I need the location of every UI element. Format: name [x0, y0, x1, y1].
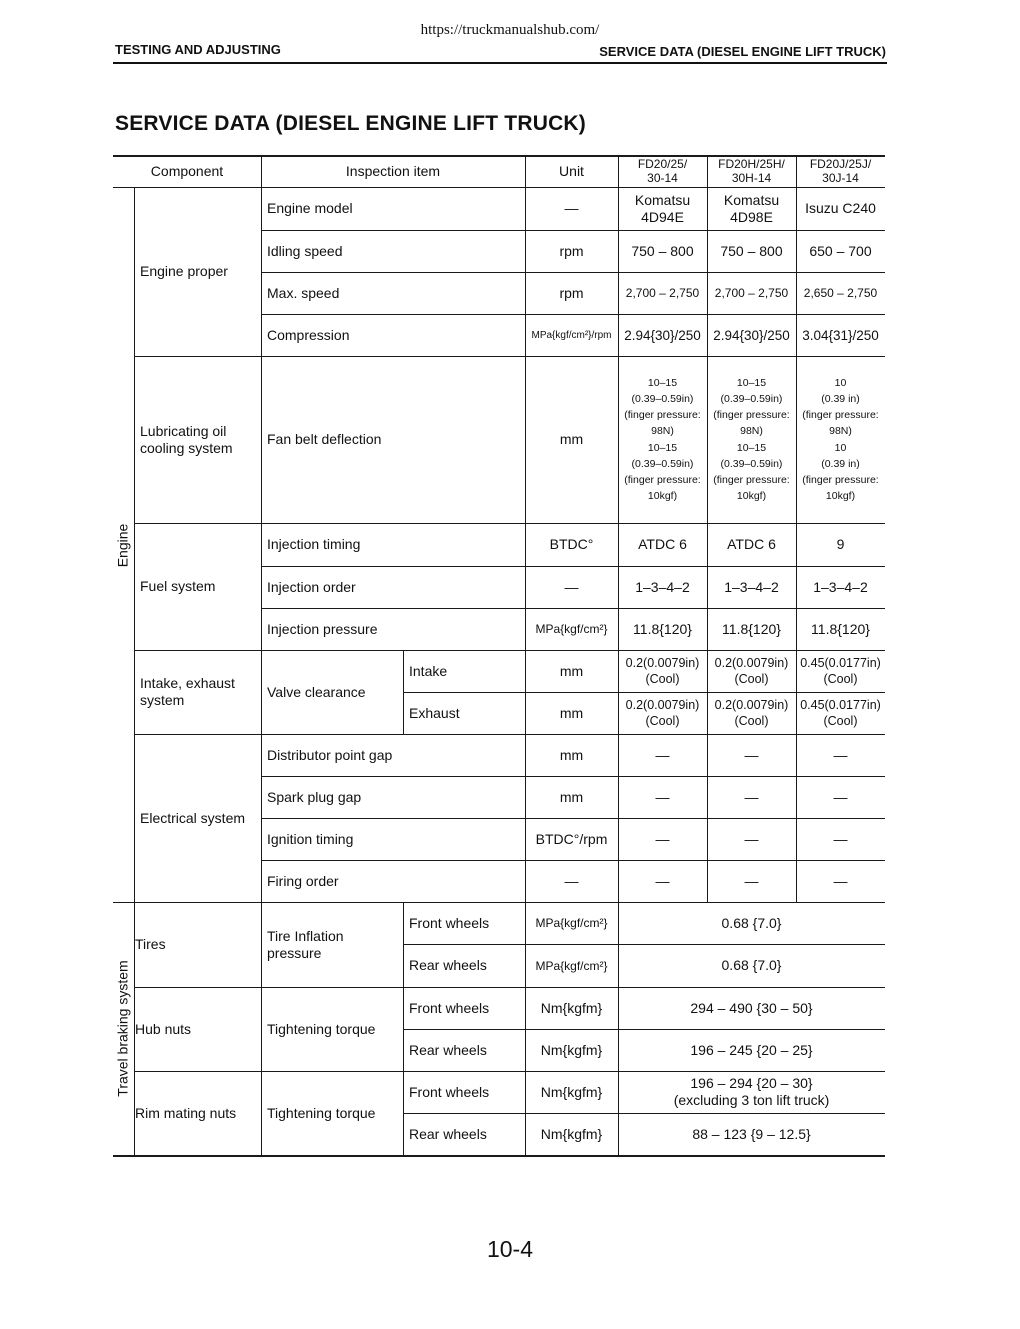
header-model-fd30j-14: FD20J/25J/ 30J-14 [809, 157, 872, 185]
unit-firing-order: — [564, 872, 579, 889]
sub-item-front-wheels: Front wheels [409, 914, 490, 931]
value-cell: 750 – 800 [720, 242, 783, 259]
unit-fan-belt-deflection: mm [559, 431, 584, 447]
component-lubricating: Lubricating oil cooling system [140, 422, 233, 456]
sub-item-front-wheels: Front wheels [409, 1083, 490, 1100]
sub-item-rear-wheels: Rear wheels [409, 957, 487, 973]
service-data-table [113, 155, 885, 1157]
value-cell: 0.2(0.0079in) (Cool) [625, 698, 700, 728]
value-cell: — [833, 788, 848, 805]
unit-hub-front: Nm{kgfm} [540, 999, 603, 1016]
value-cell: Komatsu 4D98E [723, 191, 780, 225]
page-number: 10-4 [486, 1236, 534, 1262]
sub-item-intake: Intake [409, 662, 448, 679]
value-cell: — [833, 872, 848, 889]
sub-item-exhaust: Exhaust [409, 704, 460, 721]
value-cell: ATDC 6 [727, 536, 776, 552]
unit-valve-exhaust: mm [559, 704, 584, 721]
value-cell: 2,700 – 2,750 [714, 286, 789, 300]
unit-engine-model: — [564, 200, 579, 216]
value-cell: 11.8{120} [633, 620, 692, 637]
value-cell: 11.8{120} [722, 620, 781, 637]
header-inspection-item: Inspection item [345, 162, 441, 179]
group-label-engine: Engine [114, 523, 131, 568]
item-distributor-point-gap: Distributor point gap [267, 746, 393, 763]
unit-tire-rear: MPa{kgf/cm²} [535, 958, 608, 973]
item-injection-pressure: Injection pressure [267, 620, 378, 637]
unit-max-speed: rpm [559, 284, 584, 301]
value-cell: 1–3–4–2 [635, 578, 690, 595]
value-cell: 11.8{120} [811, 620, 870, 637]
component-rim-mating-nuts: Rim mating nuts [135, 1104, 237, 1121]
item-firing-order: Firing order [267, 872, 339, 889]
value-cell: — [744, 788, 759, 805]
component-hub-nuts: Hub nuts [135, 1020, 192, 1037]
unit-injection-pressure: MPa{kgf/cm²} [535, 622, 608, 636]
item-ignition-timing: Ignition timing [267, 830, 354, 847]
value-cell: 10 (0.39 in) (finger pressure: 98N) 10 (0.39 in) (finger pressure: 10kgf) [802, 376, 879, 503]
value-cell: Isuzu C240 [805, 200, 876, 216]
value-cell: 10–15 (0.39–0.59in) (finger pressure: 98N) 10–15 (0.39–0.59in) (finger pressure: 10kgf) [713, 376, 790, 503]
value-cell: 0.2(0.0079in) (Cool) [714, 656, 789, 686]
sub-item-rear-wheels: Rear wheels [409, 1041, 487, 1058]
source-url[interactable]: https://truckmanualshub.com/ [420, 22, 600, 38]
unit-idling-speed: rpm [559, 242, 584, 259]
value-cell: 750 – 800 [631, 242, 694, 259]
item-spark-plug-gap: Spark plug gap [267, 788, 362, 805]
value-cell: 0.68 {7.0} [721, 914, 782, 931]
unit-injection-order: — [564, 578, 579, 595]
unit-injection-timing: BTDC° [549, 536, 594, 552]
value-cell: 2,650 – 2,750 [803, 286, 878, 300]
value-cell: 1–3–4–2 [724, 578, 779, 595]
value-cell: 196 – 245 {20 – 25} [690, 1041, 813, 1058]
value-cell: 3.04{31}/250 [802, 327, 879, 343]
value-cell: — [655, 830, 670, 847]
value-cell: 9 [836, 536, 845, 552]
header-model-fd30-14: FD20/25/ 30-14 [637, 157, 688, 185]
header-rule [113, 62, 887, 64]
item-rim-tightening-torque: Tightening torque [267, 1104, 376, 1121]
group-label-travel-braking: Travel braking system [114, 960, 131, 1097]
value-cell: — [655, 746, 670, 763]
value-cell: Komatsu 4D94E [634, 191, 691, 225]
item-engine-model: Engine model [267, 200, 353, 216]
item-tire-inflation-pressure: Tire Inflation pressure [267, 927, 344, 961]
sub-item-rear-wheels: Rear wheels [409, 1125, 487, 1142]
value-cell: 2,700 – 2,750 [625, 286, 700, 300]
value-cell: 0.2(0.0079in) (Cool) [714, 698, 789, 728]
item-compression: Compression [267, 326, 350, 343]
header-unit: Unit [559, 162, 584, 179]
item-injection-order: Injection order [267, 578, 356, 595]
value-cell: 2.94{30}/250 [624, 327, 701, 343]
item-hub-tightening-torque: Tightening torque [267, 1020, 376, 1037]
value-cell: 1–3–4–2 [813, 578, 868, 595]
header-model-fd30h-14: FD20H/25H/ 30H-14 [718, 157, 785, 185]
unit-rim-front: Nm{kgfm} [540, 1083, 603, 1100]
value-cell: — [744, 746, 759, 763]
component-tires: Tires [135, 936, 166, 952]
item-max-speed: Max. speed [267, 284, 340, 301]
unit-spark-plug: mm [559, 788, 584, 805]
unit-hub-rear: Nm{kgfm} [540, 1041, 603, 1058]
value-cell: — [833, 830, 848, 847]
component-fuel-system: Fuel system [140, 578, 216, 594]
value-cell: — [833, 746, 848, 763]
running-title: SERVICE DATA (DIESEL ENGINE LIFT TRUCK) [599, 44, 886, 59]
unit-tire-front: MPa{kgf/cm²} [535, 916, 608, 930]
value-cell: — [744, 830, 759, 847]
value-cell: ATDC 6 [638, 536, 687, 552]
unit-ignition: BTDC°/rpm [535, 830, 608, 847]
component-intake-exhaust: Intake, exhaust system [140, 675, 235, 708]
page-title: SERVICE DATA (DIESEL ENGINE LIFT TRUCK) [115, 112, 586, 135]
unit-valve-intake: mm [559, 662, 584, 679]
header-component: Component [150, 162, 224, 179]
component-electrical: Electrical system [140, 809, 246, 826]
item-idling-speed: Idling speed [267, 242, 343, 259]
value-cell: 2.94{30}/250 [713, 327, 790, 343]
component-engine-proper: Engine proper [140, 263, 228, 279]
value-cell: — [744, 872, 759, 889]
item-fan-belt-deflection: Fan belt deflection [267, 431, 382, 447]
value-cell: 0.68 {7.0} [721, 957, 782, 973]
item-valve-clearance: Valve clearance [267, 683, 366, 700]
section-header: TESTING AND ADJUSTING [115, 42, 281, 57]
value-cell: — [655, 788, 670, 805]
value-cell: 0.2(0.0079in) (Cool) [625, 656, 700, 686]
unit-rim-rear: Nm{kgfm} [540, 1125, 603, 1142]
item-injection-timing: Injection timing [267, 536, 361, 552]
value-cell: 294 – 490 {30 – 50} [690, 999, 813, 1016]
value-cell: 0.45(0.0177in) (Cool) [800, 698, 881, 728]
value-cell: 196 – 294 {20 – 30} (excluding 3 ton lift truck) [673, 1075, 830, 1108]
value-cell: 88 – 123 {9 – 12.5} [692, 1125, 811, 1142]
unit-distributor: mm [559, 746, 584, 763]
value-cell: 650 – 700 [809, 242, 872, 259]
value-cell: 10–15 (0.39–0.59in) (finger pressure: 98N) 10–15 (0.39–0.59in) (finger pressure: 10kgf) [624, 376, 701, 503]
sub-item-front-wheels: Front wheels [409, 999, 490, 1016]
table-bottom-rule [113, 1155, 885, 1157]
value-cell: — [655, 872, 670, 889]
unit-compression: MPa{kgf/cm²}/rpm [531, 329, 612, 341]
value-cell: 0.45(0.0177in) (Cool) [800, 656, 881, 686]
